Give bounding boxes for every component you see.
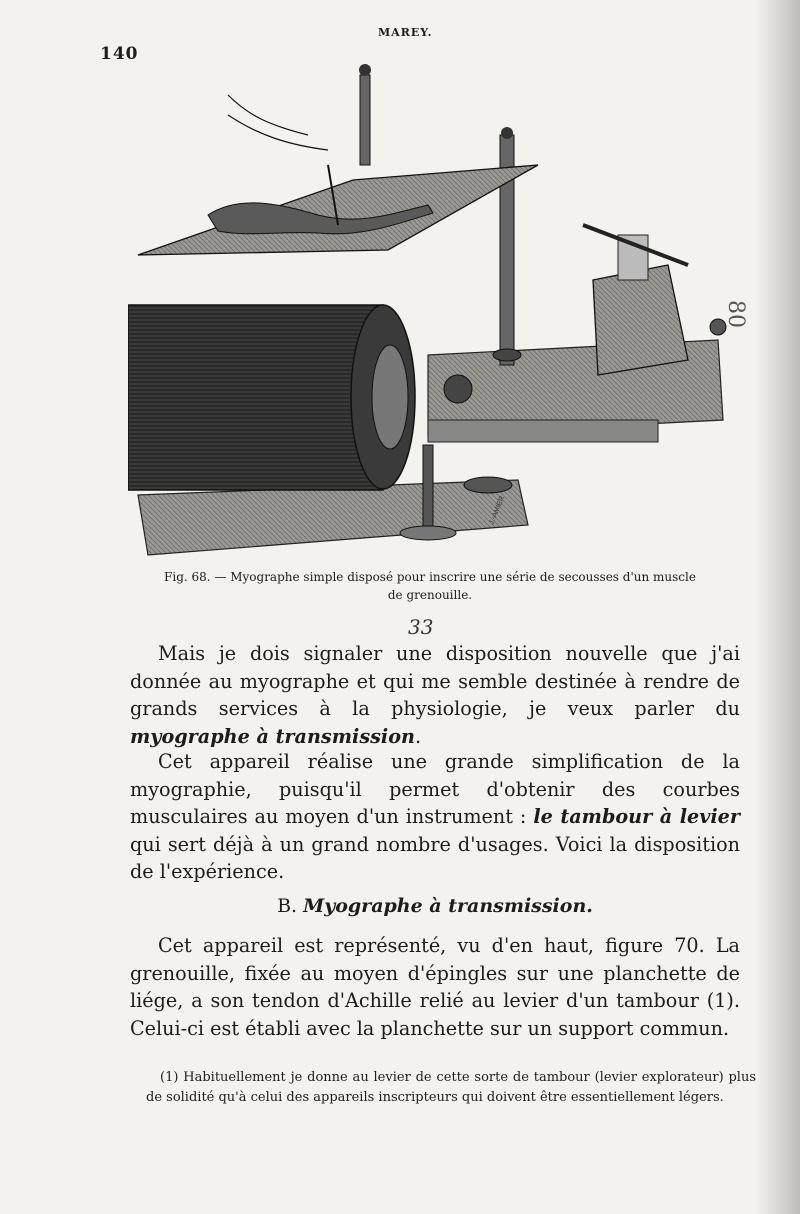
section-title: Myographe à transmission. (303, 895, 593, 917)
clockwork-box (593, 265, 688, 375)
wire-negative (228, 115, 328, 150)
frame-rail (428, 420, 658, 442)
p2-emphasis: le tambour à levier (533, 805, 740, 828)
caption-line-1: Fig. 68. — Myographe simple disposé pour inscrire une série de secousses d'un muscle (164, 570, 696, 584)
engraving-illustration (128, 55, 738, 570)
drum-hub (372, 345, 408, 449)
page-number: 140 (100, 44, 139, 64)
paragraph-1 (130, 640, 740, 750)
electrode-knob (359, 64, 371, 76)
section-heading (130, 895, 740, 917)
paragraph-3 (130, 932, 740, 1042)
figure-caption (140, 568, 720, 604)
engraver-signature: J.-AMIER (488, 495, 507, 526)
myograph-engraving (128, 55, 738, 570)
footnote-text: Habituellement je donne au levier de cette sorte de tambour (levier explorateur) plus de solidité qu'à celui des appareils inscripteurs qui doivent être essentiellement légers. (146, 1070, 756, 1105)
caption-line-2: de grenouille. (387, 588, 473, 602)
paragraph-2 (130, 748, 740, 886)
p2-text-b: qui sert déjà à un grand nombre d'usages. Voici la disposition de l'expérience. (130, 832, 740, 883)
gear (444, 375, 472, 403)
page-edge-shadow (756, 0, 800, 1214)
footnote-marker: (1) (160, 1070, 179, 1085)
base-plate (138, 480, 528, 555)
p1-end: . (414, 724, 422, 748)
p1-emphasis: myographe à transmission (130, 724, 415, 748)
cork-board (138, 165, 538, 255)
drum-cylinder (128, 305, 383, 490)
wire-positive (228, 95, 308, 135)
p2-text-a: Cet appareil réalise une grande simplification de la myographie, puisqu'il permet d'obtenir des courbes musculaires au moyen d'un instrument : (130, 750, 740, 828)
handwritten-page-mark: 33 (408, 615, 434, 639)
electrode-post (360, 75, 370, 165)
p1-text: Mais je dois signaler une disposition nouvelle que j'ai donnée au myographe et qui me semble destinée à rendre de grands services à la physiologie, je veux parler du (130, 642, 740, 720)
footnote (146, 1068, 756, 1108)
section-letter: B. (277, 895, 298, 917)
p3-text: Cet appareil est représenté, vu d'en haut, figure 70. La grenouille, fixée au moyen d'épingles sur une planchette de liége, a son tendon d'Achille relié au levier d'un tambour (1). Celui-ci est établi avec la planchette sur un support commun. (130, 934, 740, 1040)
support-pillar (423, 445, 433, 530)
handwritten-margin-mark: 80 (723, 300, 748, 328)
running-head: MAREY. (378, 26, 433, 39)
wheel (464, 477, 512, 493)
